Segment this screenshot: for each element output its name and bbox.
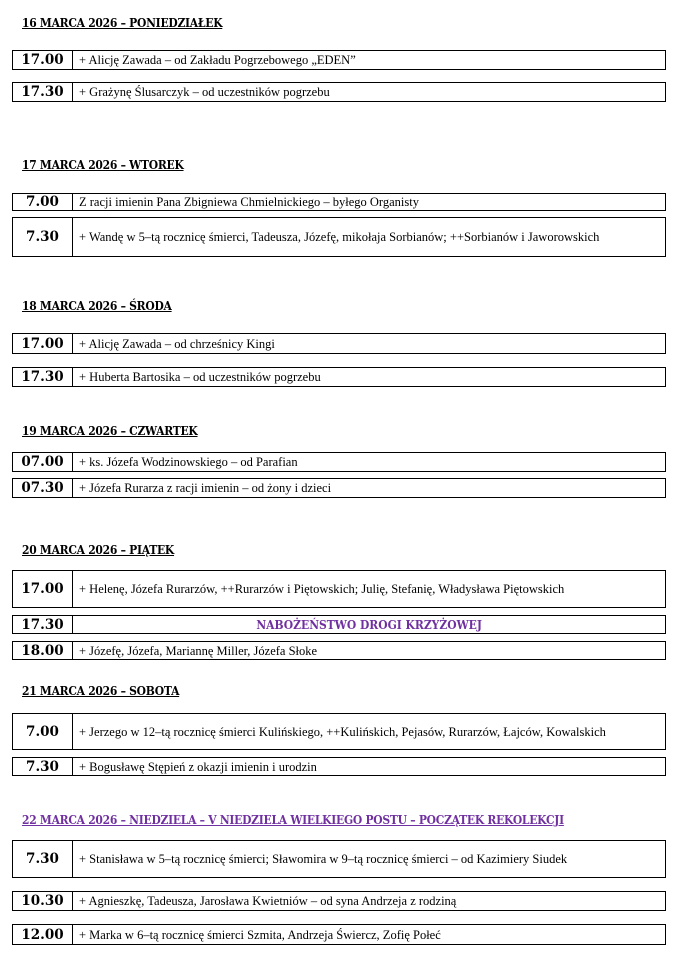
mass-time: 7.30 xyxy=(13,758,73,775)
mass-row xyxy=(12,452,666,472)
mass-intention: + Huberta Bartosika – od uczestników pogrzebu xyxy=(79,370,321,384)
mass-row xyxy=(12,641,666,660)
mass-intention: + Grażynę Ślusarczyk – od uczestników pogrzebu xyxy=(79,85,330,99)
mass-time: 17.30 xyxy=(13,368,73,386)
mass-time: 7.30 xyxy=(13,841,73,877)
mass-time: 17.30 xyxy=(13,616,73,633)
mass-time: 7.30 xyxy=(13,218,73,256)
mass-time: 17.30 xyxy=(13,83,73,101)
mass-row xyxy=(12,615,666,634)
mass-row xyxy=(12,50,666,70)
mass-row xyxy=(12,193,666,211)
mass-time: 17.00 xyxy=(13,51,73,69)
mass-row xyxy=(12,333,666,354)
mass-time: 7.00 xyxy=(13,714,73,749)
mass-intention: + Helenę, Józefa Rurarzów, ++Rurarzów i Piętowskich; Julię, Stefanię, Władysława Piętowskich xyxy=(79,582,565,596)
mass-row xyxy=(12,82,666,102)
mass-intention: + Józefa Rurarza z racji imienin – od żony i dzieci xyxy=(79,481,332,495)
mass-time: 07.00 xyxy=(13,453,73,471)
mass-time: 7.00 xyxy=(13,194,73,210)
mass-time: 07.30 xyxy=(13,479,73,497)
mass-row xyxy=(12,757,666,776)
mass-intention: + Stanisława w 5–tą rocznicę śmierci; Sławomira w 9–tą rocznicę śmierci – od Kazimiery Siudek xyxy=(79,852,568,866)
mass-intention: + Alicję Zawada – od Zakładu Pogrzebowego „EDEN” xyxy=(79,53,356,67)
day-heading: 22 MARCA 2026 – NIEDZIELA – V NIEDZIELA WIELKIEGO POSTU – POCZĄTEK REKOLEKCJI xyxy=(22,812,564,827)
mass-time: 17.00 xyxy=(13,571,73,607)
mass-row xyxy=(12,478,666,498)
mass-intention: + Agnieszkę, Tadeusza, Jarosława Kwietniów – od syna Andrzeja z rodziną xyxy=(79,894,457,908)
mass-row xyxy=(12,713,666,750)
mass-time: 12.00 xyxy=(13,925,73,944)
mass-time: 17.00 xyxy=(13,334,73,353)
mass-intention: + ks. Józefa Wodzinowskiego – od Parafian xyxy=(79,455,298,469)
mass-time: 10.30 xyxy=(13,892,73,910)
mass-intention: + Józefę, Józefa, Mariannę Miller, Józefa Słoke xyxy=(79,643,318,658)
mass-intention: + Marka w 6–tą rocznicę śmierci Szmita, Andrzeja Świercz, Zofię Połeć xyxy=(79,927,441,942)
mass-intention: + Wandę w 5–tą rocznicę śmierci, Tadeusza, Józefę, mikołaja Sorbianów; ++Sorbianów i Jaworowskich xyxy=(79,230,600,244)
day-heading: 21 MARCA 2026 – SOBOTA xyxy=(22,683,180,698)
mass-intention: + Bogusławę Stępień z okazji imienin i urodzin xyxy=(79,759,317,774)
mass-row xyxy=(12,840,666,878)
mass-intention: + Jerzego w 12–tą rocznicę śmierci Kulińskiego, ++Kulińskich, Pejasów, Rurarzów, Łajców, Kowalskich xyxy=(79,724,606,739)
mass-row xyxy=(12,217,666,257)
service-title: NABOŻEŃSTWO DROGI KRZYŻOWEJ xyxy=(256,616,482,632)
day-heading: 20 MARCA 2026 – PIĄTEK xyxy=(22,542,175,557)
mass-row xyxy=(12,891,666,911)
day-heading: 18 MARCA 2026 – ŚRODA xyxy=(22,298,172,313)
day-heading: 16 MARCA 2026 – PONIEDZIAŁEK xyxy=(22,15,223,30)
mass-intention: + Alicję Zawada – od chrześnicy Kingi xyxy=(79,336,275,351)
mass-row xyxy=(12,570,666,608)
mass-row xyxy=(12,367,666,387)
mass-intention: Z racji imienin Pana Zbigniewa Chmielnickiego – byłego Organisty xyxy=(79,195,419,209)
day-heading: 17 MARCA 2026 – WTOREK xyxy=(22,157,184,172)
mass-time: 18.00 xyxy=(13,642,73,659)
mass-row xyxy=(12,924,666,945)
day-heading: 19 MARCA 2026 – CZWARTEK xyxy=(22,423,198,438)
